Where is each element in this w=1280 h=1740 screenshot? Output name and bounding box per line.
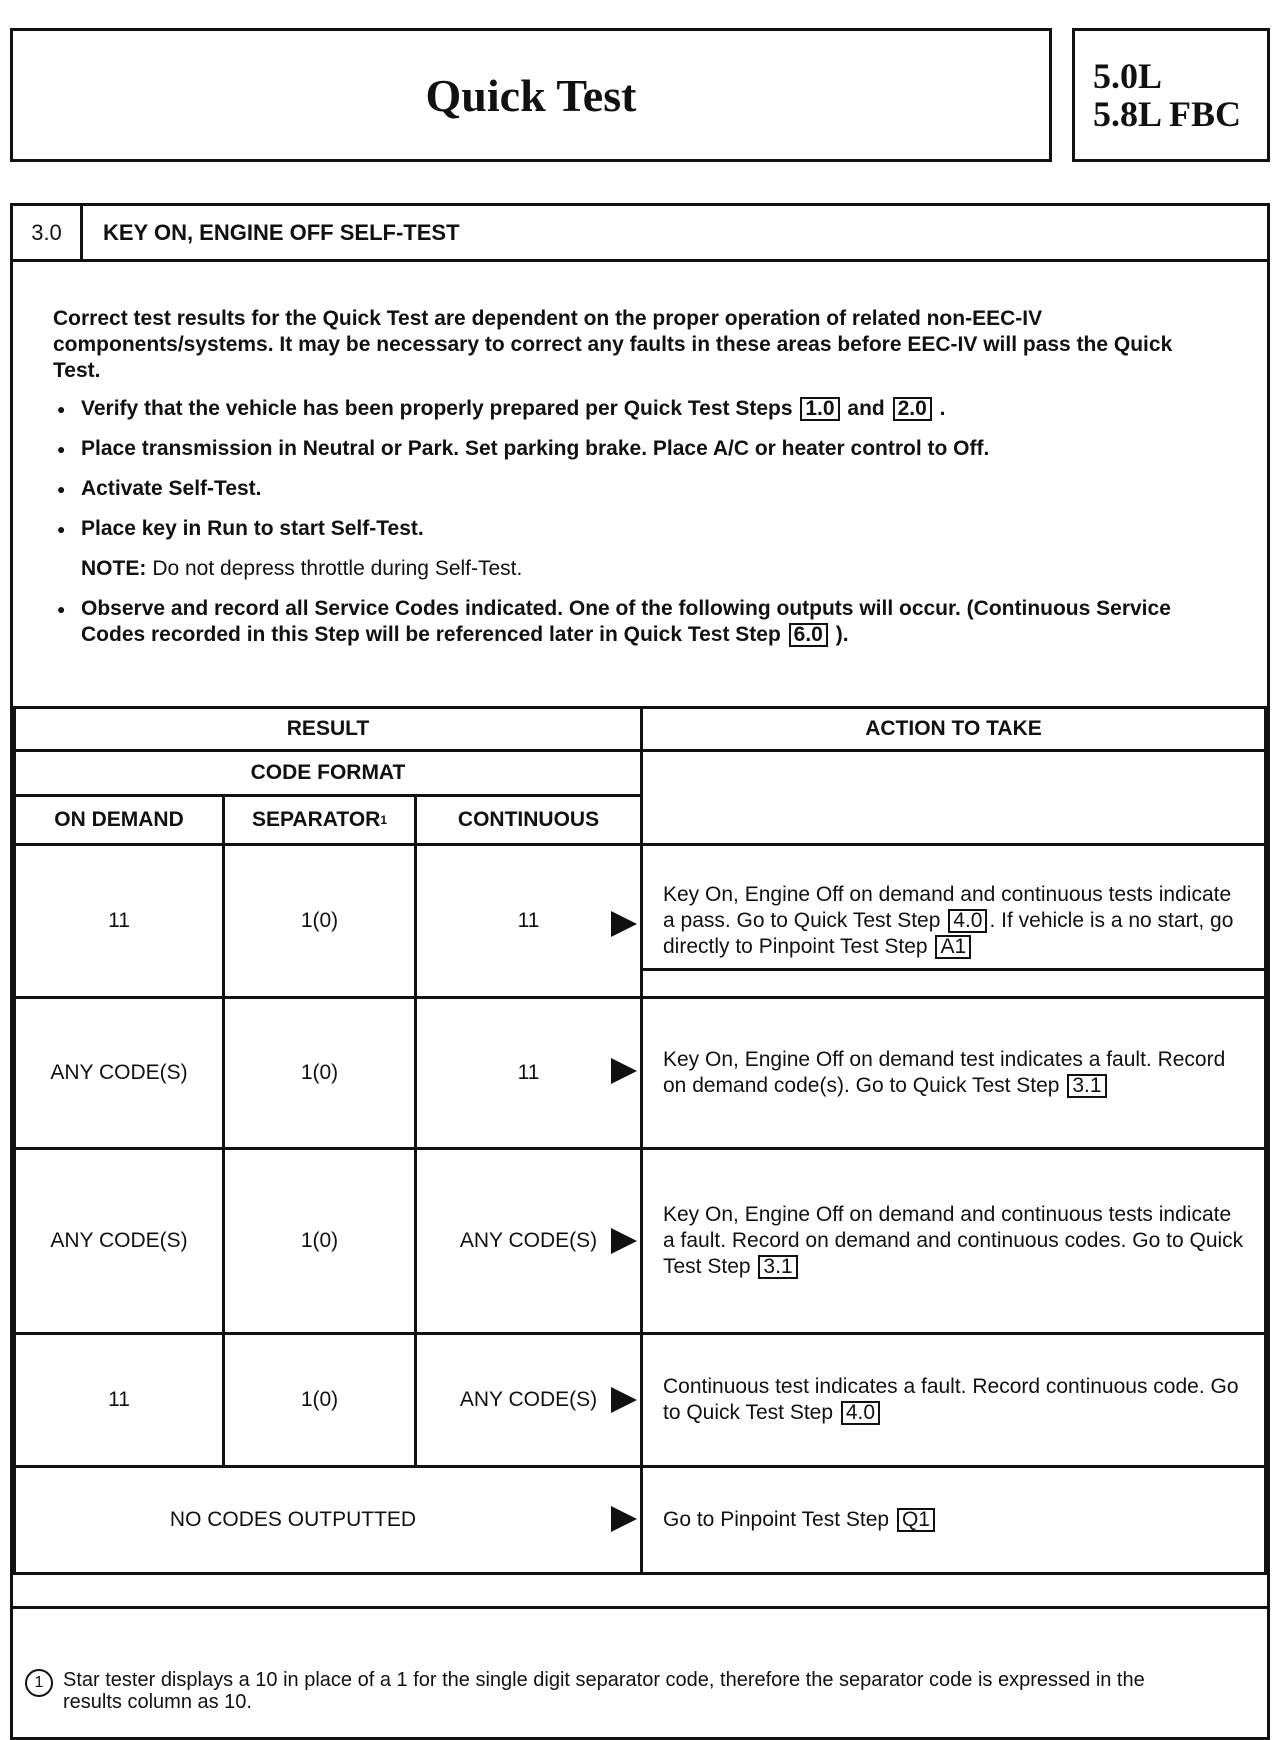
- arrow-icon: [611, 1387, 637, 1413]
- action-text: Continuous test indicates a fault. Record continuous code. Go to Quick Test Step: [663, 1375, 1239, 1424]
- step-ref-box: 3.1: [1067, 1074, 1106, 1098]
- engine-line-2: 5.8L FBC: [1093, 94, 1242, 134]
- step-ref-box: 3.1: [758, 1255, 797, 1279]
- col-on-demand: ON DEMAND: [13, 794, 225, 846]
- col-continuous: CONTINUOUS: [414, 794, 643, 846]
- row3-on-demand: ANY CODE(S): [13, 1147, 225, 1335]
- step-header: [13, 206, 1267, 262]
- step-ref-box: 1.0: [800, 397, 839, 421]
- step-ref-box: 4.0: [948, 909, 987, 933]
- note-label: NOTE:: [81, 557, 147, 580]
- step-panel: [10, 203, 1270, 1740]
- step-ref-box: 4.0: [841, 1401, 880, 1425]
- row1-separator: 1(0): [222, 843, 417, 999]
- row3-continuous: ANY CODE(S): [414, 1147, 643, 1335]
- no-codes-label: NO CODES OUTPUTTED: [13, 1465, 643, 1575]
- footnote-section: [13, 1606, 1267, 1737]
- arrow-icon: [611, 1228, 637, 1254]
- result-header: RESULT: [13, 706, 643, 752]
- instruction-list: [53, 396, 1203, 542]
- row1-on-demand: 11: [13, 843, 225, 999]
- instruction-item: [53, 596, 1203, 648]
- instruction-item: ● Place transmission in Neutral or Park. Set parking brake. Place A/C or heater control to Off.: [53, 436, 1203, 462]
- step-ref-box: A1: [935, 935, 971, 959]
- step-title: KEY ON, ENGINE OFF SELF-TEST: [103, 219, 460, 245]
- instruction-text: Verify that the vehicle has been properly prepared per Quick Test Steps: [81, 397, 793, 420]
- row2-separator: 1(0): [222, 996, 417, 1150]
- footnote: [25, 1669, 1163, 1713]
- row4-continuous: ANY CODE(S): [414, 1332, 643, 1468]
- row2-on-demand: ANY CODE(S): [13, 996, 225, 1150]
- instruction-item: [53, 396, 1203, 422]
- arrow-icon: [611, 1058, 637, 1084]
- arrow-icon: [611, 911, 637, 937]
- instruction-text: Observe and record all Service Codes indicated. One of the following outputs will occur. (Continuous Service Codes recorded in this Step will be referenced later in Quick Test Step: [81, 597, 1171, 646]
- action-text: Key On, Engine Off on demand test indicates a fault. Record on demand code(s). Go to Quick Test Step: [663, 1048, 1226, 1097]
- row2-action: [640, 996, 1267, 1150]
- step-ref-box: 6.0: [789, 623, 828, 647]
- row2-continuous: 11: [414, 996, 643, 1150]
- instruction-item: ● Place key in Run to start Self-Test.: [53, 516, 1203, 542]
- footnote-ref: 1: [380, 813, 388, 827]
- engine-line-1: 5.0L: [1093, 56, 1163, 96]
- arrow-icon: [611, 1506, 637, 1532]
- footnote-marker: 1: [25, 1669, 53, 1697]
- step-ref-box: Q1: [897, 1508, 935, 1532]
- footnote-text: Star tester displays a 10 in place of a 1 for the single digit separator code, therefore the separator code is expressed in the results column as 10.: [63, 1669, 1145, 1713]
- row1-action: [640, 843, 1267, 999]
- intro-paragraph: Correct test results for the Quick Test are dependent on the proper operation of related non-EEC-IV components/systems. It may be necessary to correct any faults in these areas before EEC-IV will pass the Quick Test.: [53, 307, 1173, 382]
- title-box: [10, 28, 1052, 162]
- note: [53, 556, 1203, 582]
- action-header: ACTION TO TAKE: [640, 706, 1267, 752]
- instruction-text: ).: [835, 623, 849, 646]
- instruction-list: [53, 596, 1203, 648]
- step-ref-box: 2.0: [893, 397, 932, 421]
- instruction-text: .: [939, 397, 946, 420]
- engine-box: [1072, 28, 1270, 162]
- col-separator-label: SEPARATOR: [251, 808, 381, 831]
- note-text: Do not depress throttle during Self-Test.: [152, 557, 523, 580]
- row4-on-demand: 11: [13, 1332, 225, 1468]
- action-text: Key On, Engine Off on demand and continuous tests indicate a fault. Record on demand and continuous codes. Go to Quick Test Step: [663, 1203, 1244, 1278]
- row3-separator: 1(0): [222, 1147, 417, 1335]
- instruction-text: and: [847, 397, 885, 420]
- col-separator: [222, 794, 417, 846]
- no-codes-action: [640, 1465, 1267, 1575]
- code-format-header: CODE FORMAT: [13, 749, 643, 797]
- page-title: Quick Test: [425, 69, 637, 121]
- row4-action: [640, 1332, 1267, 1468]
- step-number: 3.0: [13, 206, 83, 259]
- row4-separator: 1(0): [222, 1332, 417, 1468]
- action-text: Go to Pinpoint Test Step: [663, 1508, 890, 1531]
- action-text: Key On, Engine Off on demand and continuous tests indicate a pass. Go to Quick Test Step: [663, 883, 1232, 932]
- row1-continuous: 11: [414, 843, 643, 999]
- action-text: . If vehicle is a no start, go directly to Pinpoint Test Step: [663, 909, 1234, 958]
- instruction-item: ● Activate Self-Test.: [53, 476, 1203, 502]
- row3-action: [640, 1147, 1267, 1335]
- intro-section: [53, 306, 1203, 662]
